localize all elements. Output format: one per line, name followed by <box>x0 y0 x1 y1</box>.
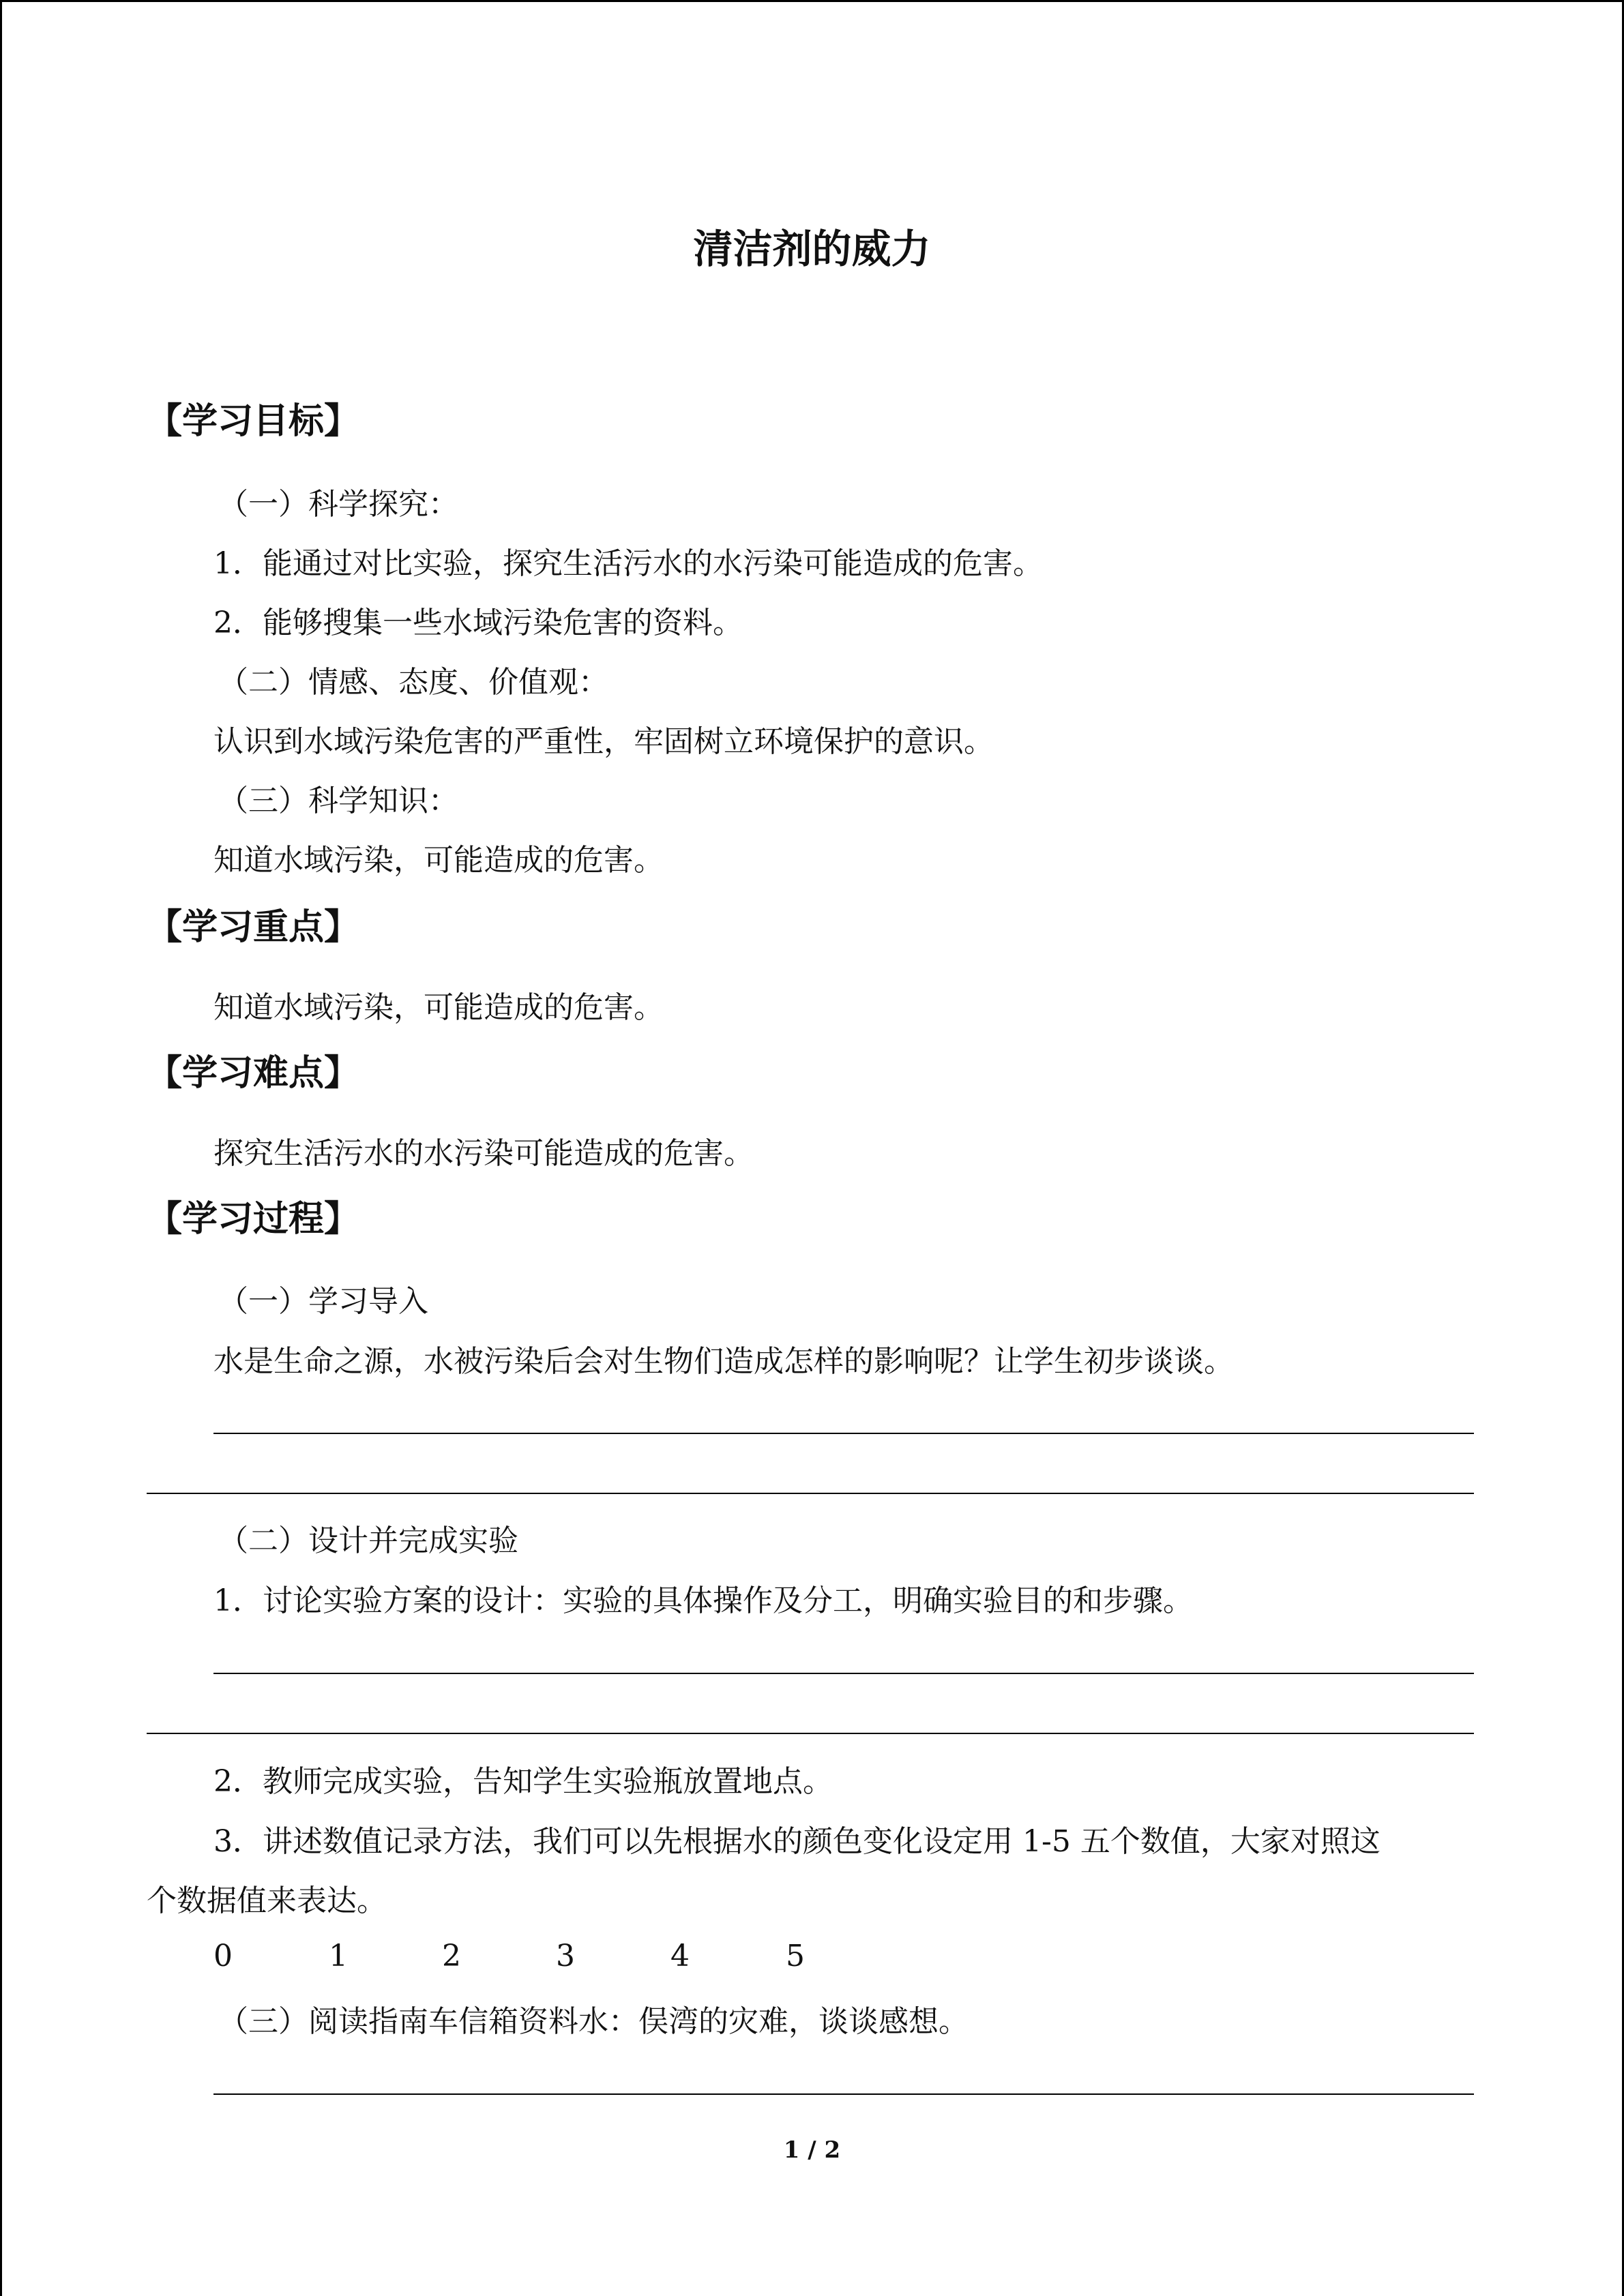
objectives-text-2: 认识到水域污染危害的严重性，牢固树立环境保护的意识。 <box>213 724 994 759</box>
scale-value: 4 <box>670 1939 690 1973</box>
process-sub-1: （一）学习导入 <box>218 1284 428 1319</box>
process-sub-2: （二）设计并完成实验 <box>218 1523 518 1558</box>
objectives-item-2: 2．能够搜集一些水域污染危害的资料。 <box>213 606 743 640</box>
process-item-1: 1．讨论实验方案的设计：实验的具体操作及分工，明确实验目的和步骤。 <box>213 1583 1193 1618</box>
process-item-2: 2．教师完成实验，告知学生实验瓶放置地点。 <box>213 1764 833 1799</box>
process-item-3-line-2: 个数据值来表达。 <box>147 1883 387 1918</box>
scale-value: 1 <box>329 1939 348 1973</box>
process-text-1: 水是生命之源，水被污染后会对生物们造成怎样的影响呢？让学生初步谈谈。 <box>213 1344 1234 1379</box>
objectives-text-3: 知道水域污染，可能造成的危害。 <box>213 843 664 878</box>
process-sub-3: （三）阅读指南车信箱资料水：俣湾的灾难，谈谈感想。 <box>218 2004 969 2039</box>
answer-line <box>147 1733 1474 1734</box>
scale-value: 0 <box>213 1939 233 1973</box>
objectives-sub-1: （一）科学探究： <box>218 487 458 522</box>
page-number: 1 / 2 <box>783 2136 841 2164</box>
value-scale <box>0 1939 1624 1980</box>
scale-value: 5 <box>786 1939 805 1973</box>
objectives-sub-3: （三）科学知识： <box>218 784 458 818</box>
document-title: 清洁剂的威力 <box>693 226 931 272</box>
heading-key-points: 【学习重点】 <box>147 907 360 948</box>
heading-difficulties: 【学习难点】 <box>147 1053 360 1094</box>
objectives-item-1: 1．能通过对比实验，探究生活污水的水污染可能造成的危害。 <box>213 546 1043 581</box>
scale-value: 3 <box>556 1939 575 1973</box>
process-item-3-line-1: 3．讲述数值记录方法，我们可以先根据水的颜色变化设定用 1-5 五个数值，大家对照这 <box>213 1824 1381 1859</box>
scale-value: 2 <box>442 1939 461 1973</box>
answer-line <box>213 2093 1474 2095</box>
answer-line <box>213 1433 1474 1434</box>
difficulties-text: 探究生活污水的水污染可能造成的危害。 <box>213 1136 754 1171</box>
heading-objectives: 【学习目标】 <box>147 401 360 442</box>
objectives-sub-2: （二）情感、态度、价值观： <box>218 665 608 700</box>
answer-line <box>213 1673 1474 1674</box>
answer-line <box>147 1493 1474 1494</box>
key-points-text: 知道水域污染，可能造成的危害。 <box>213 990 664 1025</box>
heading-process: 【学习过程】 <box>147 1199 360 1240</box>
page-border-top <box>0 0 1624 2</box>
